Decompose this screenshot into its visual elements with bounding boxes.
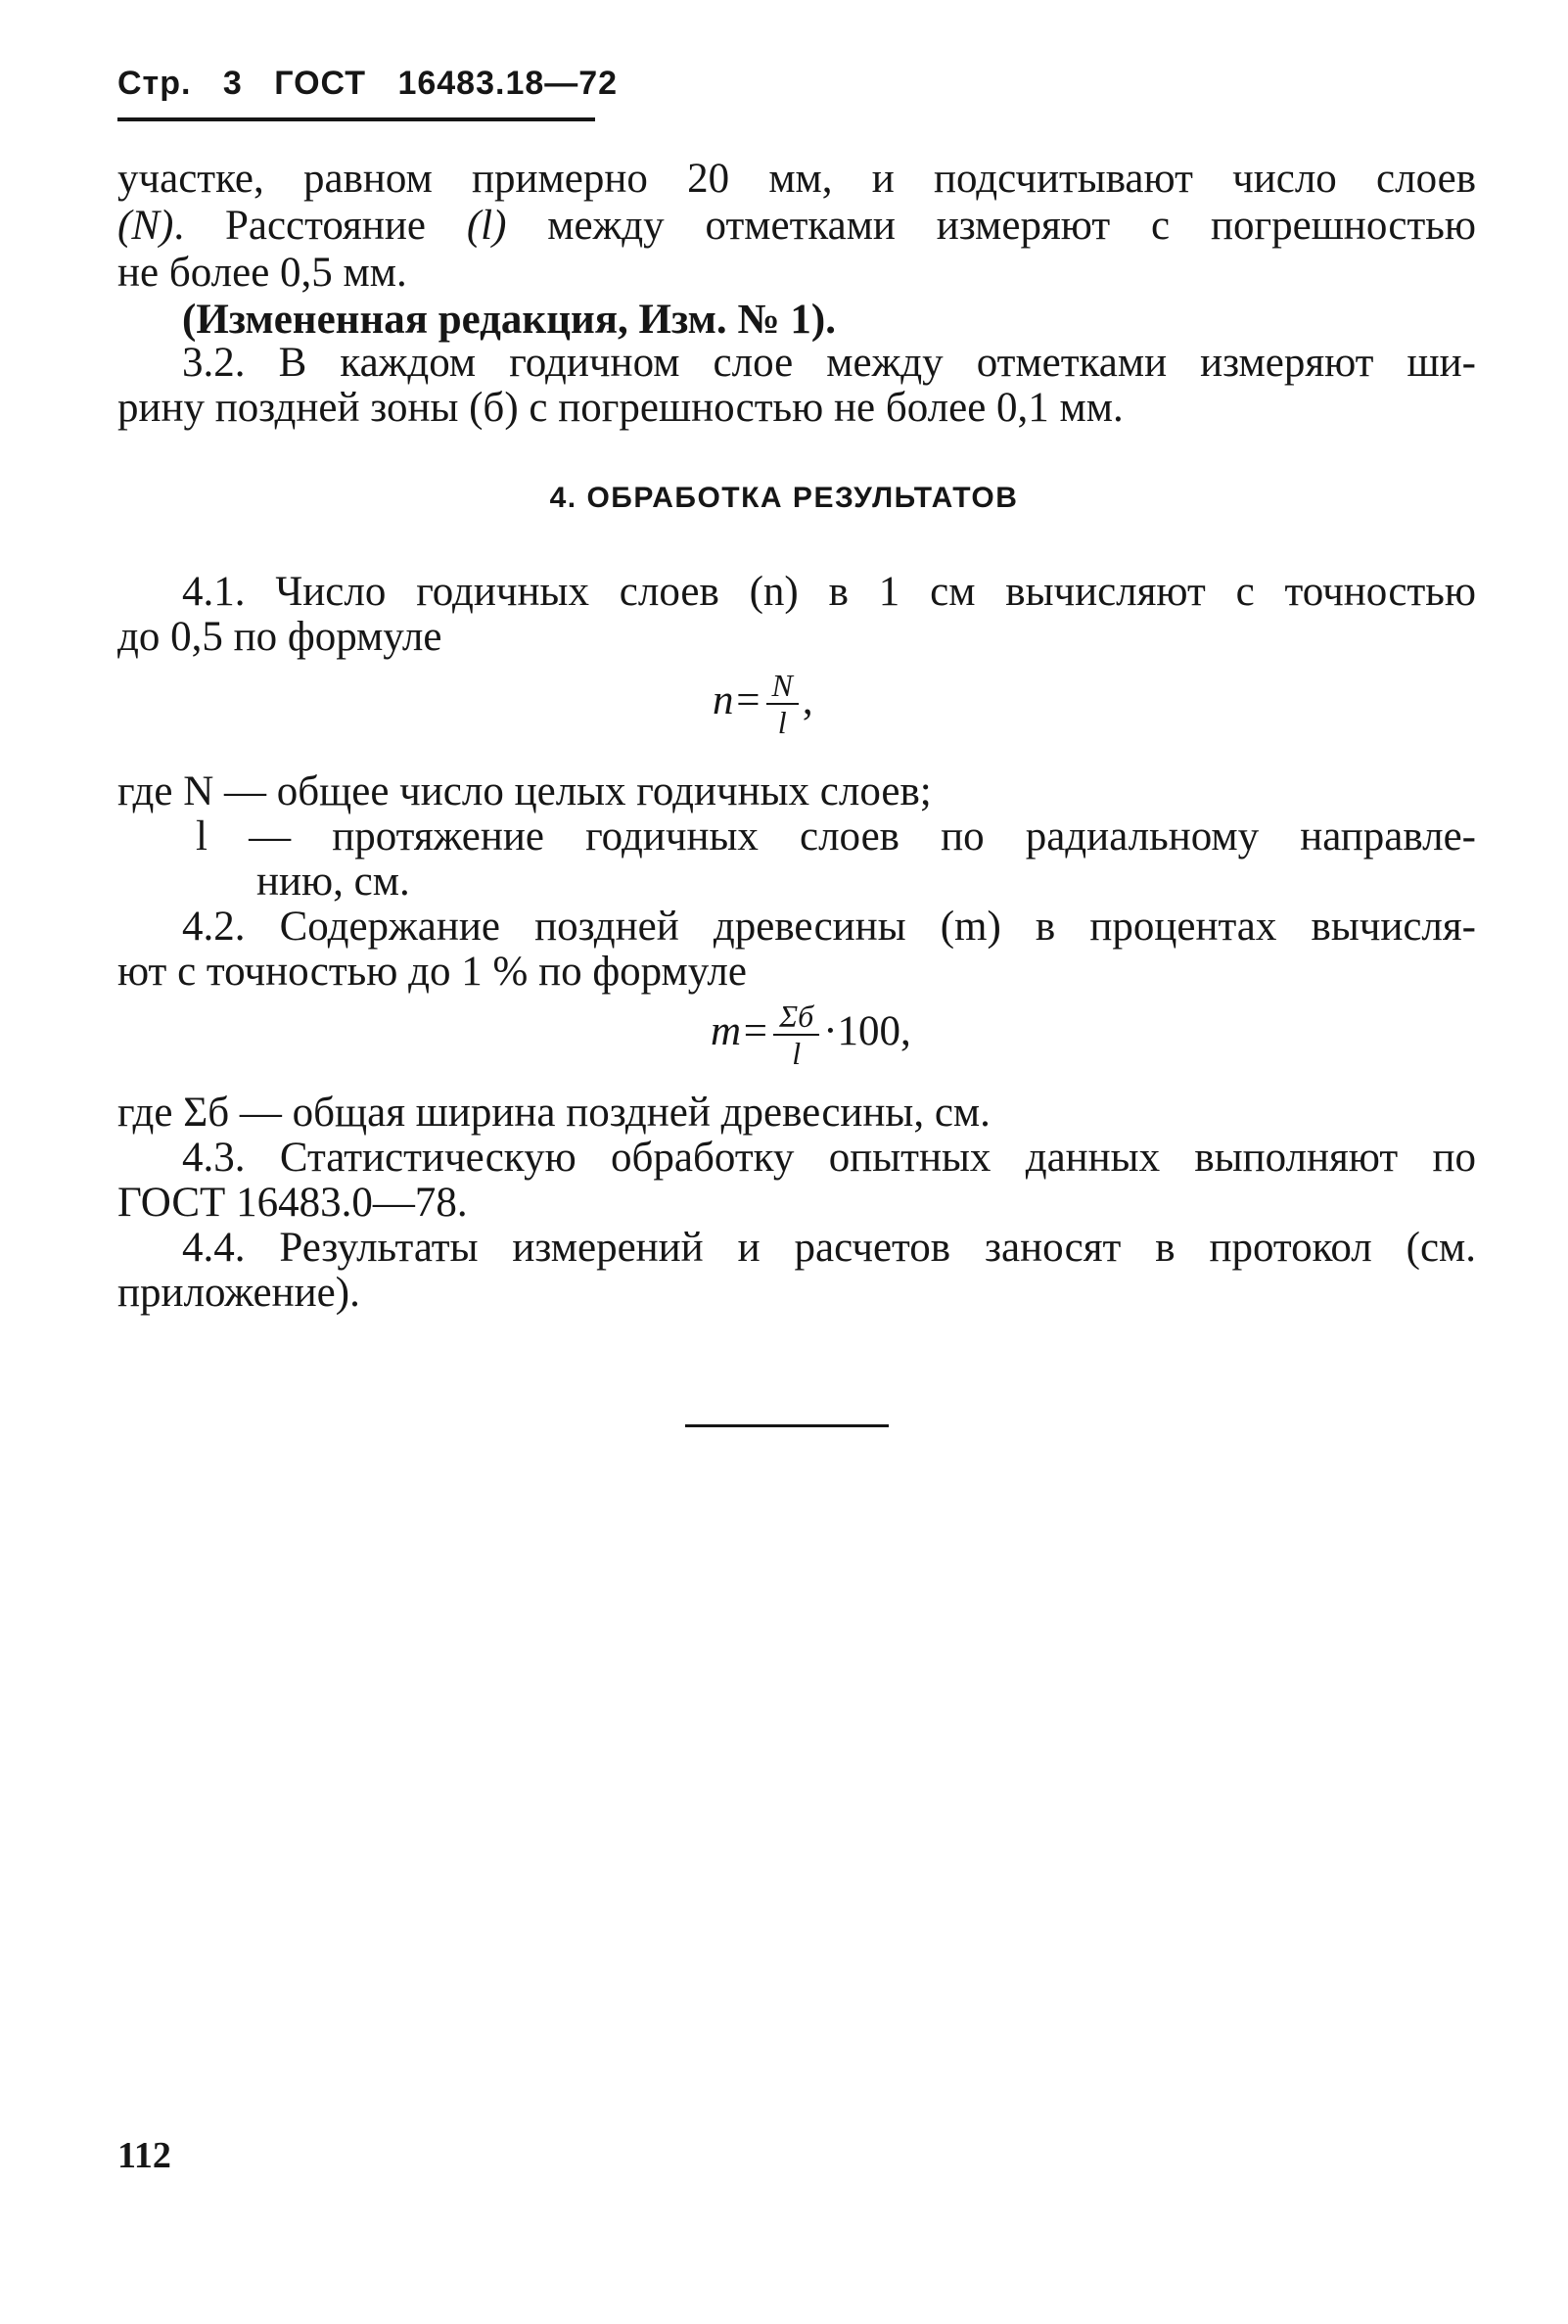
p4-3-line-2: ГОСТ 16483.0—78. (117, 1180, 468, 1226)
p4-2-line-1: 4.2. Содержание поздней древесины (m) в процентах вычисля- (182, 904, 1476, 950)
fraction-n: $\frac{N}{l}$ (766, 668, 799, 740)
where-N: где N — общее число целых годичных слоев; (117, 768, 932, 814)
p4-1-line-1: 4.1. Число годичных слоев (n) в 1 см вычисляют с точностью (182, 569, 1476, 615)
p3-2-line-2: рину поздней зоны (б) с погрешностью не более 0,1 мм. (117, 385, 1124, 431)
page-number: 112 (117, 2135, 171, 2176)
p4-4-line-2: приложение). (117, 1270, 360, 1316)
where-sum-b: где Σб — общая ширина поздней древесины, см. (117, 1090, 991, 1136)
page-header (117, 65, 639, 103)
intro-line-3: не более 0,5 мм. (117, 250, 407, 296)
p4-3-line-1: 4.3. Статистическую обработку опытных данных выполняют по (182, 1135, 1476, 1181)
p4-1-line-2: до 0,5 по формуле (117, 614, 442, 660)
symbol-l: (l) (466, 203, 507, 249)
header-page-num: 3 (222, 65, 243, 102)
end-rule (685, 1424, 889, 1427)
formula-n: n= $\frac{N}{l}$ , (713, 668, 813, 740)
p4-4-line-1: 4.4. Результаты измерений и расчетов заносят в протокол (см. (182, 1225, 1476, 1271)
header-standard-num: 16483.18—72 (397, 65, 619, 102)
header-standard: ГОСТ (274, 65, 366, 102)
symbol-N: (N) (117, 203, 174, 249)
section-title: 4. ОБРАБОТКА РЕЗУЛЬТАТОВ (549, 482, 1019, 514)
header-rule (117, 117, 595, 121)
amendment-note: (Измененная редакция, Изм. № 1). (182, 297, 836, 343)
p3-2-line-1: 3.2. В каждом годичном слое между отметками измеряют ши- (182, 340, 1476, 386)
p4-2-line-2: ют с точностью до 1 % по формуле (117, 949, 747, 995)
where-l-line-1: l — протяжение годичных слоев по радиальному направле- (196, 813, 1476, 860)
intro-line-1: участке, равном примерно 20 мм, и подсчитывают число слоев (117, 156, 1476, 202)
fraction-m: $\frac{\Sigma б}{l}$ (773, 999, 819, 1071)
where-l-line-2: нию, см. (256, 859, 410, 905)
header-page-label: Стр. (117, 65, 192, 102)
intro-line-2: (N). Расстояние (l) между отметками измеряют с погрешностью (117, 203, 1476, 249)
formula-m: m= $\frac{\Sigma б}{l}$ ·100, (711, 999, 911, 1071)
